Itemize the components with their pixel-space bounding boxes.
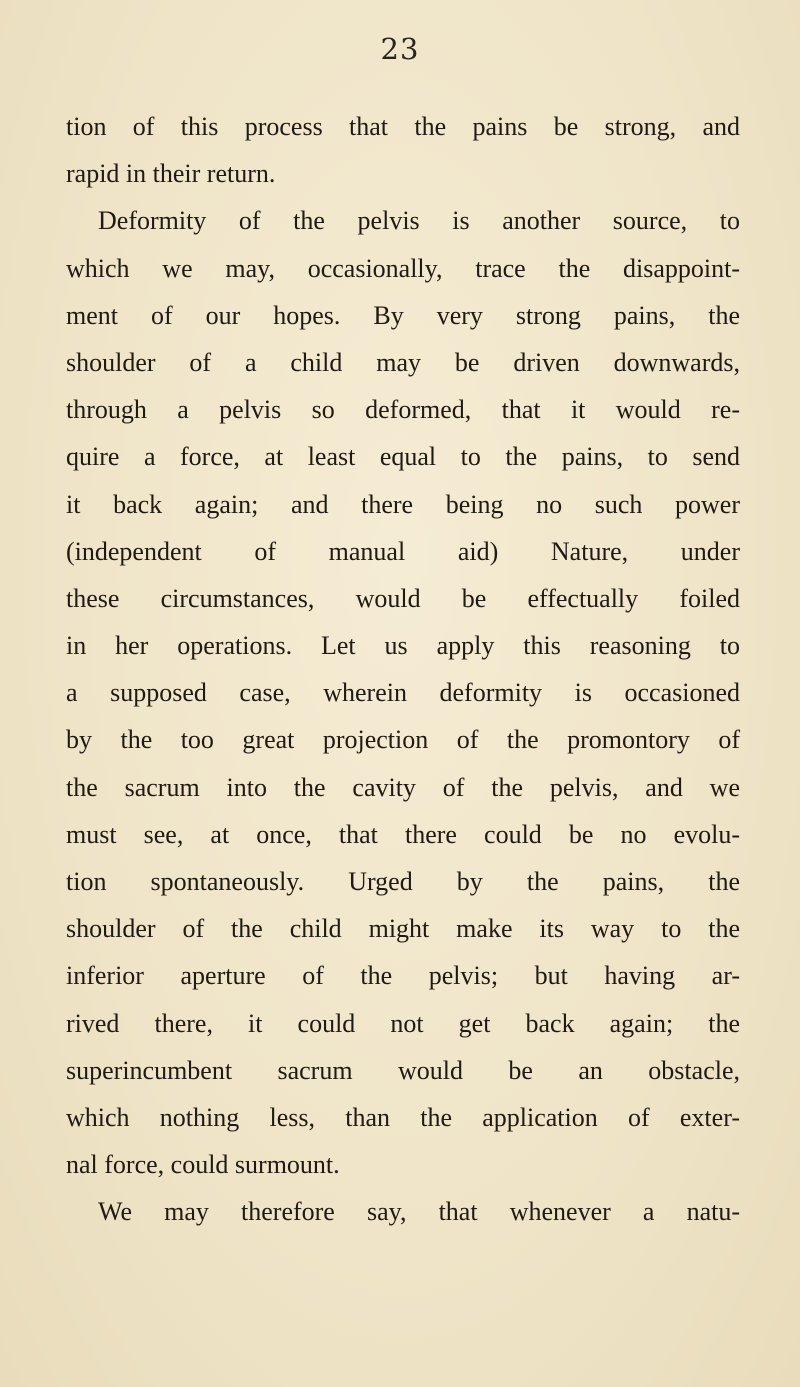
text-line: nal force, could surmount. bbox=[66, 1150, 340, 1180]
text-line: shoulder of the child might make its way to the bbox=[66, 914, 740, 944]
page-number: 23 bbox=[380, 32, 420, 66]
text-line: tion of this process that the pains be strong, and bbox=[66, 112, 740, 141]
text-line: (independent of manual aid) Nature, under bbox=[66, 536, 740, 566]
text-line: superincumbent sacrum would be an obstacle, bbox=[66, 1055, 740, 1085]
body-text bbox=[66, 103, 740, 1236]
text-line: through a pelvis so deformed, that it would re- bbox=[66, 395, 740, 425]
text-line: which nothing less, than the application of exter- bbox=[66, 1102, 740, 1132]
text-line: rived there, it could not get back again; the bbox=[66, 1008, 740, 1038]
text-line: it back again; and there being no such power bbox=[66, 489, 740, 519]
text-line: ment of our hopes. By very strong pains, the bbox=[66, 300, 740, 330]
text-line: the sacrum into the cavity of the pelvis, and we bbox=[66, 772, 740, 802]
text-line: by the too great projection of the promontory of bbox=[66, 725, 740, 755]
text-line: tion spontaneously. Urged by the pains, the bbox=[66, 867, 740, 896]
text-line: We may therefore say, that whenever a natu- bbox=[98, 1197, 740, 1227]
text-line: shoulder of a child may be driven downwards, bbox=[66, 347, 740, 377]
text-line: Deformity of the pelvis is another source, to bbox=[98, 206, 740, 236]
text-line: quire a force, at least equal to the pains, to send bbox=[66, 442, 740, 472]
text-line: a supposed case, wherein deformity is occasioned bbox=[66, 678, 740, 708]
text-line: inferior aperture of the pelvis; but having ar- bbox=[66, 961, 740, 991]
text-line: which we may, occasionally, trace the disappoint- bbox=[66, 253, 740, 283]
text-line: in her operations. Let us apply this reasoning to bbox=[66, 631, 740, 661]
text-line: rapid in their return. bbox=[66, 159, 276, 189]
text-line: must see, at once, that there could be no evolu- bbox=[66, 819, 740, 849]
text-line: these circumstances, would be effectually foiled bbox=[66, 583, 740, 613]
